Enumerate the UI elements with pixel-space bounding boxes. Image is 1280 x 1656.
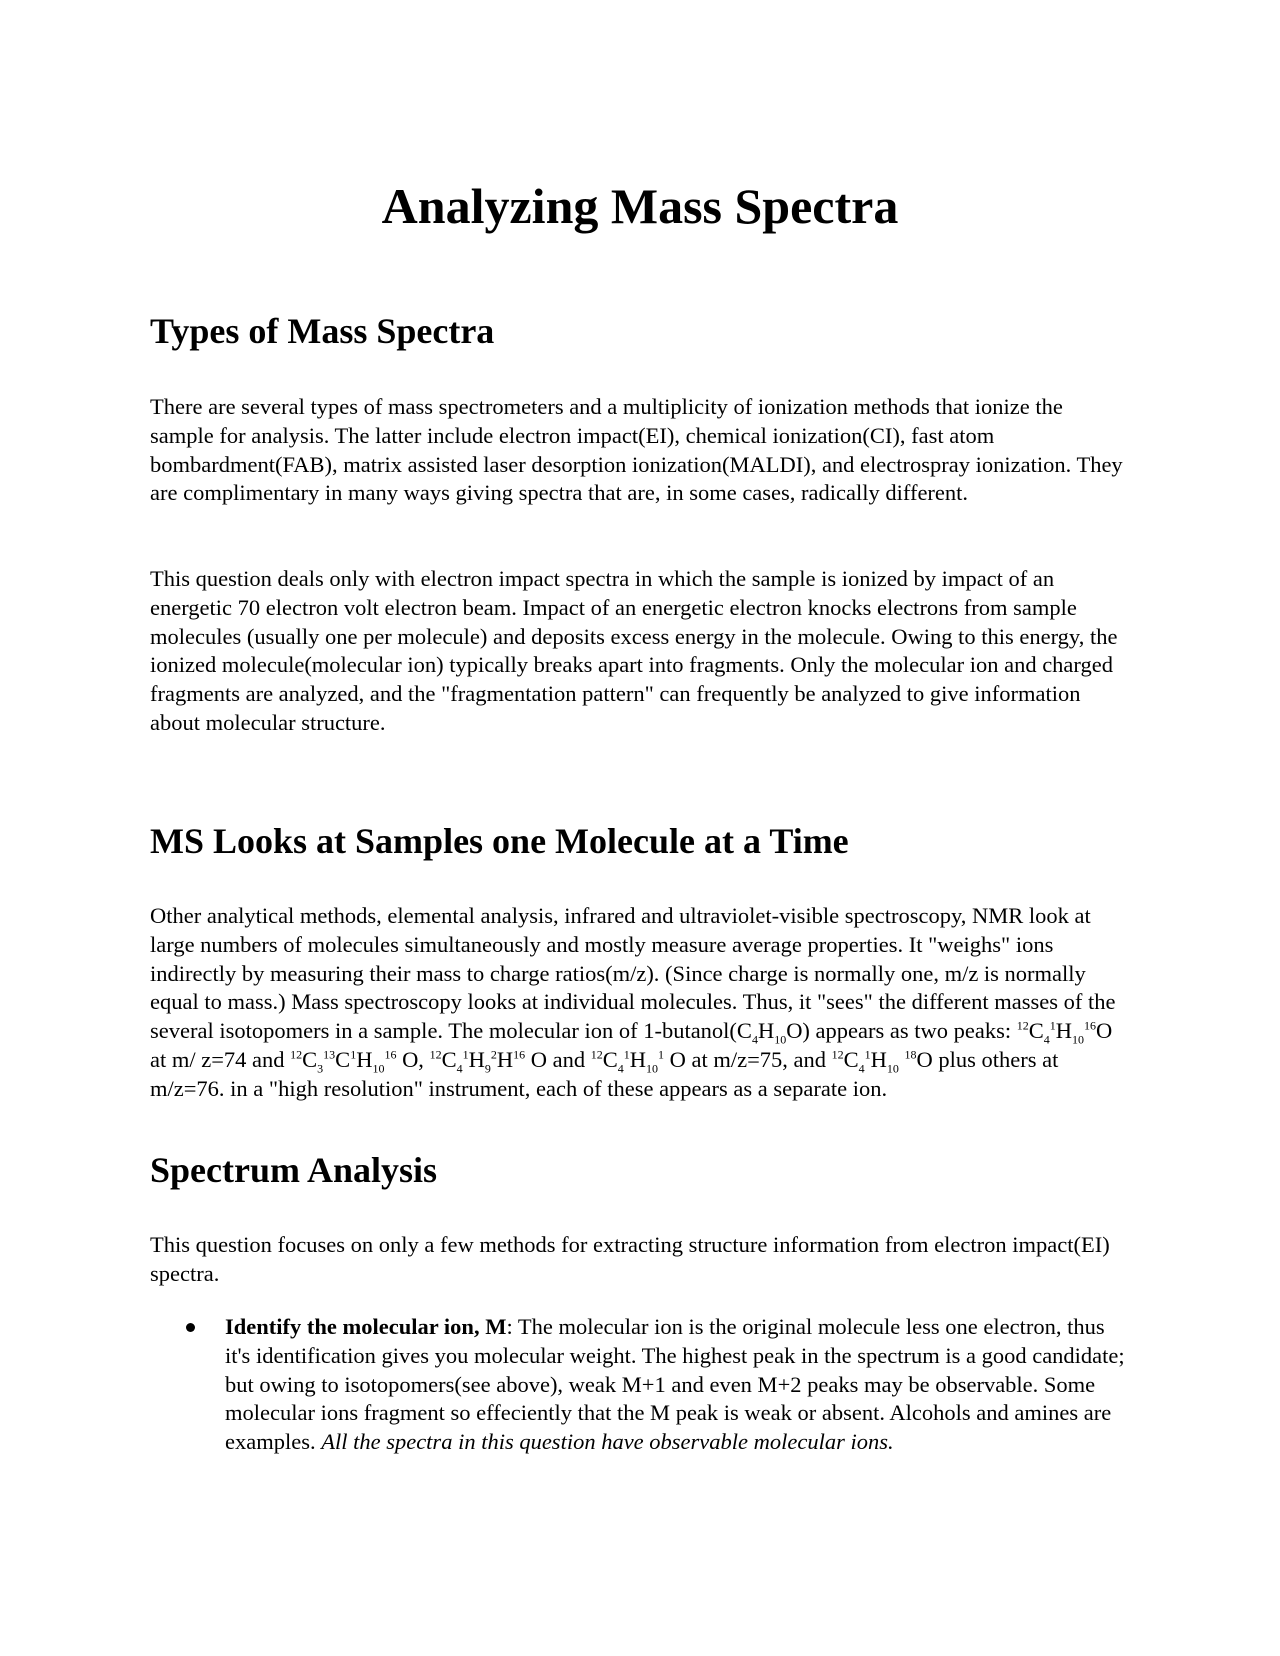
- bullet-bold-lead: Identify the molecular ion, M: [225, 1314, 507, 1339]
- heading-ms-looks: MS Looks at Samples one Molecule at a Time: [150, 821, 849, 861]
- heading-types-of-mass-spectra: Types of Mass Spectra: [150, 311, 495, 351]
- bullet-text: : The molecular ion is the original molecule less one electron, thus it's identification gives you molecular weight. The highest peak in the spectrum is a good candidate; but owing to isotopomers(see above), weak M+1 and even M+2 peaks may be observable. Some molecular ions fragment so effeciently that the M peak is weak or absent. Alcohols and amines are examples.: [225, 1314, 1125, 1455]
- paragraph-types-1: There are several types of mass spectrometers and a multiplicity of ionization methods that ionize the sample for analysis. The latter include electron impact(EI), chemical ionization(CI), fast atom bombardment(FAB), matrix assisted laser desorption ionization(MALDI), and electrospray ionization. They are complimentary in many ways giving spectra that are, in some cases, radically different.: [150, 394, 1123, 506]
- bullet-list: [150, 1313, 1130, 1457]
- bullet-icon: [186, 1323, 195, 1332]
- document-title: Analyzing Mass Spectra: [381, 178, 899, 234]
- heading-spectrum-analysis: Spectrum Analysis: [150, 1150, 438, 1190]
- paragraph-ms-looks-1: Other analytical methods, elemental analysis, infrared and ultraviolet-visible spectroscopy, NMR look at large numbers of molecules simultaneously and mostly measure average properties. It "weighs" ions indirectly by measuring their mass to charge ratios(m/z). (Since charge is normally one, m/z is normally equal to mass.) Mass spectroscopy looks at individual molecules. Thus, it "sees" the different masses of the several isotopomers in a sample. The molecular ion of $1-butanol(C_4H_{10}O)$ appears as two peaks: $^{12}C_4^1H_{10}^{16}O$ at m/ z=74 and $^{12}C_3^{13}C^1H_{10}^{16}$ O, $^{12}C_4^1H_9^2H^{16}$ O and $^{12}C_4^1H_{10}^1$ O at m/z=75, and $^{12}C_4^1H_{10}$ $^{18}$O plus others at m/z=76. in a "high resolution" instrument, each of these appears as a separate ion.: [150, 903, 1116, 1101]
- list-item: [150, 1313, 1130, 1457]
- paragraph-types-2: This question deals only with electron impact spectra in which the sample is ionized by impact of an energetic 70 electron volt electron beam. Impact of an energetic electron knocks electrons from sample molecules (usually one per molecule) and deposits excess energy in the molecule. Owing to this energy, the ionized molecule(molecular ion) typically breaks apart into fragments. Only the molecular ion and charged fragments are analyzed, and the "fragmentation pattern" can frequently be analyzed to give information about molecular structure.: [150, 566, 1118, 735]
- bullet-italic: All the spectra in this question have observable molecular ions.: [321, 1429, 894, 1455]
- paragraph-analysis-1: This question focuses on only a few methods for extracting structure information from electron impact(EI) spectra.: [150, 1232, 1110, 1286]
